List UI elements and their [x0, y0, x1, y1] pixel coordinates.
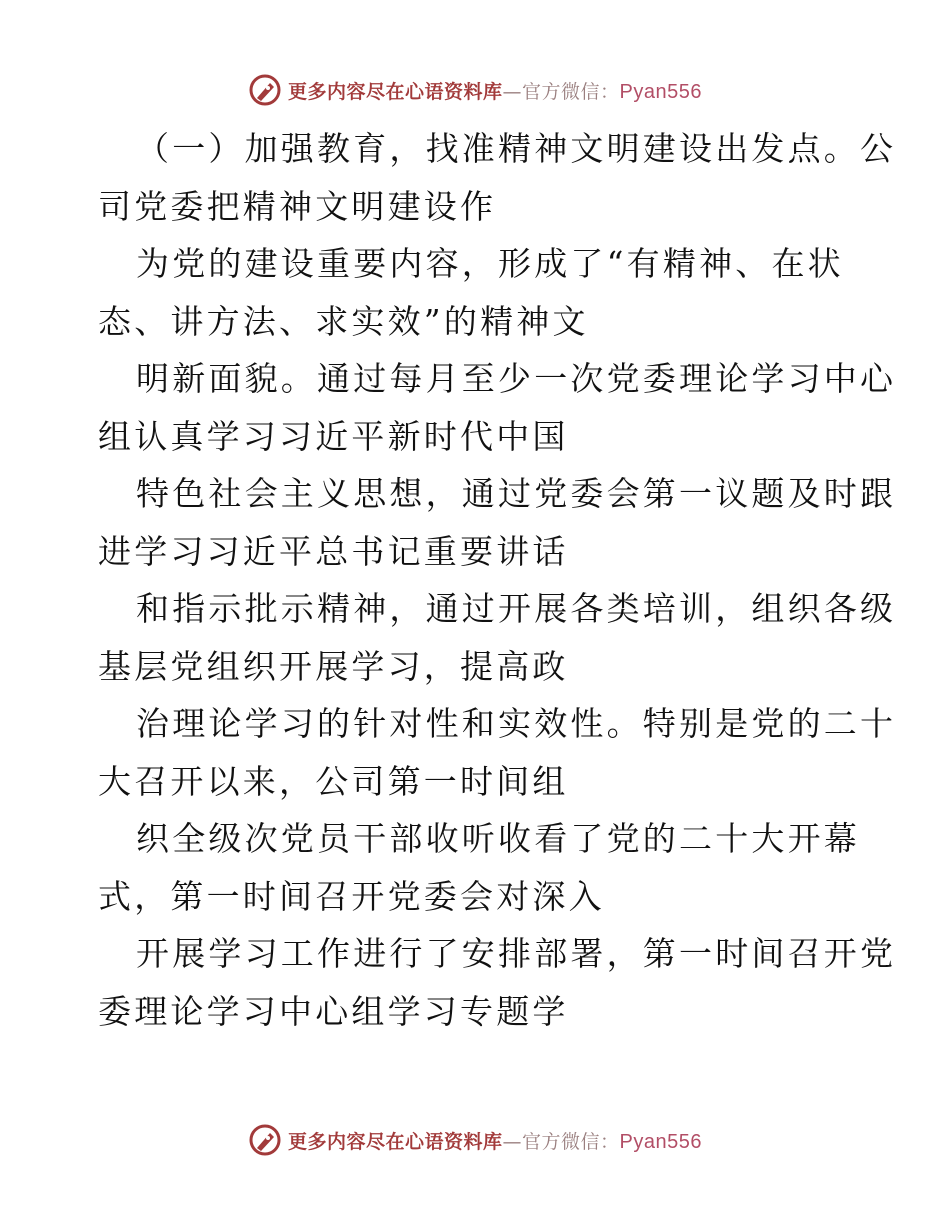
fountain-pen-logo-icon — [248, 73, 282, 107]
body-line: 和指示批示精神，通过开展各类培训，组织各级 — [136, 589, 897, 628]
watermark-separator: — — [502, 1130, 523, 1153]
document-body — [98, 120, 897, 1040]
body-line: 进学习习近平总书记重要讲话 — [98, 531, 569, 571]
body-line: 大召开以来，公司第一时间组 — [98, 761, 569, 801]
watermark-main-text: 更多内容尽在心语资料库 — [288, 1130, 503, 1153]
body-line: 组认真学习习近平新时代中国 — [98, 416, 569, 456]
watermark-main-text: 更多内容尽在心语资料库 — [288, 80, 503, 103]
body-line: （一）加强教育，找准精神文明建设出发点。公 — [136, 129, 897, 168]
body-line: 织全级次党员干部收听收看了党的二十大开幕 — [136, 819, 860, 858]
body-line: 治理论学习的针对性和实效性。特别是党的二十 — [136, 704, 897, 743]
watermark-wechat-id: Pyan556 — [619, 80, 702, 103]
body-line: 开展学习工作进行了安排部署，第一时间召开党 — [136, 934, 897, 973]
body-line: 为党的建设重要内容，形成了“有精神、在状 — [136, 244, 844, 283]
watermark-text — [288, 77, 702, 104]
watermark-separator: — — [502, 80, 523, 103]
body-line: 态、讲方法、求实效”的精神文 — [98, 301, 589, 341]
body-line: 特色社会主义思想，通过党委会第一议题及时跟 — [136, 474, 897, 513]
watermark-wechat-label: 官方微信： — [522, 80, 620, 103]
watermark-wechat-id: Pyan556 — [619, 1130, 702, 1153]
body-line: 式，第一时间召开党委会对深入 — [98, 876, 605, 916]
footer-watermark — [0, 1120, 950, 1160]
watermark-wechat-label: 官方微信： — [522, 1130, 620, 1153]
body-line: 司党委把精神文明建设作 — [98, 186, 497, 226]
header-watermark — [0, 70, 950, 110]
watermark-text — [288, 1127, 702, 1154]
body-line: 明新面貌。通过每月至少一次党委理论学习中心 — [136, 359, 897, 398]
body-line: 委理论学习中心组学习专题学 — [98, 991, 569, 1031]
body-line: 基层党组织开展学习，提高政 — [98, 646, 569, 686]
fountain-pen-logo-icon — [248, 1123, 282, 1157]
